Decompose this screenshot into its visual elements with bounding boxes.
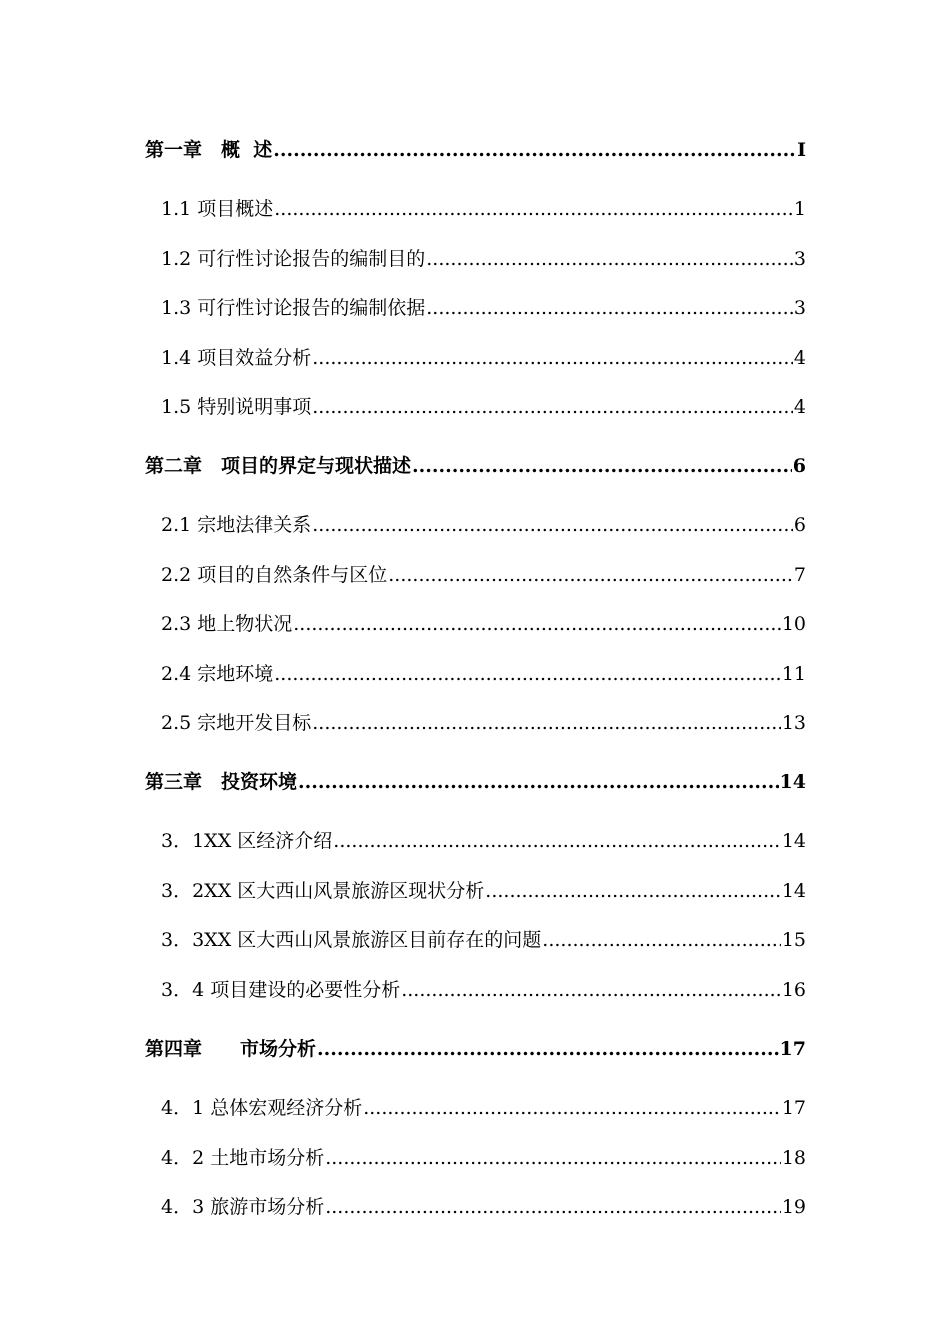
- toc-entry-section[interactable]: [161, 826, 806, 853]
- toc-entry-section[interactable]: [161, 293, 806, 320]
- toc-entry-page: 4: [793, 396, 806, 418]
- toc-entry-section[interactable]: [161, 1093, 806, 1120]
- toc-leader-dots: [325, 1149, 781, 1168]
- toc-leader-dots: [485, 882, 781, 901]
- toc-leader-dots: [542, 931, 781, 950]
- toc-entry-page: 3: [793, 248, 806, 270]
- toc-entry-title: 2.3 地上物状况: [161, 613, 293, 635]
- toc-leader-dots: [388, 566, 793, 585]
- toc-entry-section[interactable]: [161, 244, 806, 271]
- toc-entry-page: 7: [793, 564, 806, 586]
- toc-entry-page: 13: [781, 712, 806, 734]
- toc-entry-section[interactable]: [161, 708, 806, 735]
- toc-entry-chapter-1[interactable]: [145, 135, 806, 162]
- toc-leader-dots: [293, 615, 781, 634]
- toc-leader-dots: [317, 1040, 779, 1059]
- toc-entry-section[interactable]: [161, 343, 806, 370]
- toc-entry-page: 15: [781, 929, 806, 951]
- toc-entry-page: 14: [781, 880, 806, 902]
- toc-leader-dots: [298, 773, 779, 792]
- toc-entry-section[interactable]: [161, 1143, 806, 1170]
- toc-entry-title: 1.4 项目效益分析: [161, 347, 312, 369]
- toc-entry-title: 第二章 项目的界定与现状描述: [145, 455, 412, 477]
- toc-entry-page: 16: [781, 979, 806, 1001]
- toc-entry-page: 6: [793, 514, 806, 536]
- toc-entry-title: 3．2XX 区大西山风景旅游区现状分析: [161, 880, 485, 902]
- toc-entry-page: 10: [781, 613, 806, 635]
- toc-entry-title: 3．1XX 区经济介绍: [161, 830, 333, 852]
- toc-entry-chapter-4[interactable]: [145, 1034, 806, 1061]
- toc-leader-dots: [426, 299, 793, 318]
- toc-leader-dots: [274, 200, 793, 219]
- toc-entry-page: 18: [781, 1147, 806, 1169]
- toc-leader-dots: [401, 981, 781, 1000]
- toc-entry-page: 19: [781, 1196, 806, 1218]
- toc-entry-section[interactable]: [161, 975, 806, 1002]
- toc-entry-section[interactable]: [161, 392, 806, 419]
- toc-entry-title: 第四章 市场分析: [145, 1038, 317, 1060]
- toc-entry-page: 17: [779, 1038, 806, 1060]
- toc-entry-title: 4．1 总体宏观经济分析: [161, 1097, 363, 1119]
- toc-entry-section[interactable]: [161, 510, 806, 537]
- toc-entry-page: 14: [779, 771, 806, 793]
- toc-entry-page: 11: [781, 663, 806, 685]
- toc-leader-dots: [312, 398, 793, 417]
- toc-leader-dots: [363, 1099, 781, 1118]
- toc-entry-title: 4．2 土地市场分析: [161, 1147, 325, 1169]
- toc-entry-page: 6: [792, 455, 806, 477]
- toc-entry-title: 4．3 旅游市场分析: [161, 1196, 325, 1218]
- toc-entry-title: 2.5 宗地开发目标: [161, 712, 312, 734]
- toc-entry-chapter-3[interactable]: [145, 767, 806, 794]
- toc-entry-title: 3．4 项目建设的必要性分析: [161, 979, 401, 1001]
- toc-entry-section[interactable]: [161, 1192, 806, 1219]
- toc-entry-section[interactable]: [161, 609, 806, 636]
- toc-leader-dots: [426, 250, 793, 269]
- toc-entry-section[interactable]: [161, 194, 806, 221]
- toc-entry-title: 2.2 项目的自然条件与区位: [161, 564, 388, 586]
- toc-leader-dots: [273, 141, 796, 160]
- toc-entry-section[interactable]: [161, 876, 806, 903]
- toc-leader-dots: [325, 1198, 781, 1217]
- toc-leader-dots: [312, 349, 793, 368]
- toc-entry-page: 4: [793, 347, 806, 369]
- toc-entry-section[interactable]: [161, 659, 806, 686]
- toc-entry-page: 14: [781, 830, 806, 852]
- toc-entry-chapter-2[interactable]: [145, 451, 806, 478]
- toc-leader-dots: [333, 832, 781, 851]
- toc-entry-title: 第一章 概 述: [145, 139, 273, 161]
- toc-entry-page: 17: [781, 1097, 806, 1119]
- toc-entry-page: 3: [793, 297, 806, 319]
- toc-entry-page: I: [797, 139, 806, 161]
- toc-leader-dots: [312, 516, 793, 535]
- toc-entry-title: 1.2 可行性讨论报告的编制目的: [161, 248, 426, 270]
- toc-entry-section[interactable]: [161, 925, 806, 952]
- toc-entry-section[interactable]: [161, 560, 806, 587]
- toc-entry-title: 3．3XX 区大西山风景旅游区目前存在的问题: [161, 929, 542, 951]
- toc-leader-dots: [274, 665, 781, 684]
- toc-leader-dots: [412, 457, 792, 476]
- toc-entry-title: 1.5 特别说明事项: [161, 396, 312, 418]
- toc-entry-title: 1.1 项目概述: [161, 198, 274, 220]
- toc-entry-title: 第三章 投资环境: [145, 771, 298, 793]
- toc-leader-dots: [312, 714, 781, 733]
- toc-entry-page: 1: [793, 198, 806, 220]
- toc-entry-title: 1.3 可行性讨论报告的编制依据: [161, 297, 426, 319]
- toc-entry-title: 2.4 宗地环境: [161, 663, 274, 685]
- toc-entry-title: 2.1 宗地法律关系: [161, 514, 312, 536]
